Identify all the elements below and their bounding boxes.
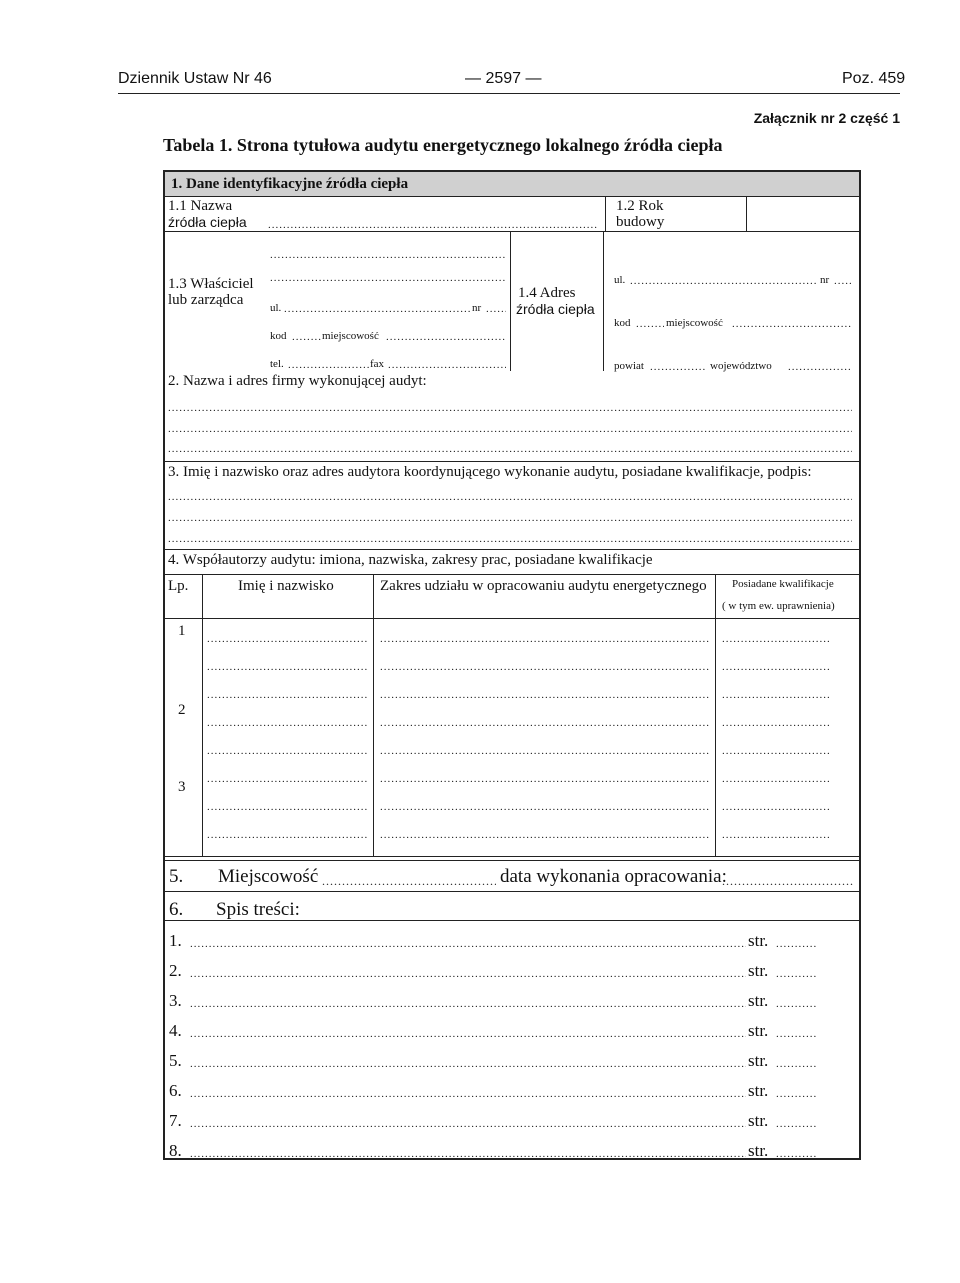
addr-powiat-label: powiat xyxy=(614,360,644,372)
coauthor-name-field[interactable] xyxy=(207,829,369,841)
toc-item-number: 3. xyxy=(169,991,182,1010)
owner-name-field-2[interactable] xyxy=(270,272,506,284)
place-field[interactable] xyxy=(322,874,496,889)
divider xyxy=(202,574,203,856)
toc-item-number: 1. xyxy=(169,931,182,950)
owner-name-field[interactable] xyxy=(270,249,506,261)
toc-heading: Spis treści: xyxy=(216,899,300,920)
coordinator-line-2[interactable] xyxy=(168,512,852,524)
addr-street-label: ul. xyxy=(614,274,626,286)
toc-str-label: str. xyxy=(748,1141,769,1160)
date-field[interactable] xyxy=(722,874,854,889)
owner-kod-field[interactable] xyxy=(292,331,322,343)
toc-item-title[interactable] xyxy=(190,968,746,980)
toc-page-field[interactable] xyxy=(776,938,818,950)
owner-nr-label: nr xyxy=(472,302,482,314)
coauthor-name-field[interactable] xyxy=(207,717,369,729)
owner-street-field[interactable] xyxy=(284,303,470,315)
row-lp-2: 2 xyxy=(178,702,186,718)
name-field[interactable] xyxy=(268,219,598,231)
coordinator-line-3[interactable] xyxy=(168,533,852,545)
owner-nr-field[interactable] xyxy=(486,303,506,315)
place-label: Miejscowość xyxy=(218,866,319,887)
coauthor-scope-field[interactable] xyxy=(380,773,710,785)
section-4-heading: 4. Współautorzy audytu: imiona, nazwiska, zakresy prac, posiadane kwalifikacje xyxy=(168,552,653,568)
divider xyxy=(165,461,859,462)
position-number: Poz. 459 xyxy=(842,70,906,87)
owner-city-label: miejscowość xyxy=(322,330,379,342)
toc-item-number: 7. xyxy=(169,1111,182,1130)
toc-page-field[interactable] xyxy=(776,1148,818,1160)
section-2-heading: 2. Nazwa i adres firmy wykonującej audyt: xyxy=(168,373,427,389)
coauthor-qual-field[interactable] xyxy=(722,689,830,701)
coauthor-qual-field[interactable] xyxy=(722,773,830,785)
toc-item-number: 6. xyxy=(169,1081,182,1100)
addr-nr-label: nr xyxy=(820,274,830,286)
col-qual-line1: Posiadane kwalifikacje xyxy=(732,578,834,590)
owner-street-label: ul. xyxy=(270,302,282,314)
toc-item-title[interactable] xyxy=(190,1058,746,1070)
header-rule xyxy=(118,93,900,94)
year-label-line2: budowy xyxy=(616,214,665,230)
name-label-line2: źródła ciepła xyxy=(168,214,247,230)
divider xyxy=(605,196,606,231)
row-lp-3: 3 xyxy=(178,779,186,795)
owner-fax-label: fax xyxy=(370,358,385,370)
coauthor-scope-field[interactable] xyxy=(380,829,710,841)
toc-page-field[interactable] xyxy=(776,998,818,1010)
toc-item-title[interactable] xyxy=(190,1118,746,1130)
addr-kod-label: kod xyxy=(614,317,631,329)
addr-kod-field[interactable] xyxy=(636,318,664,330)
divider xyxy=(373,574,374,856)
addr-woj-label: województwo xyxy=(710,360,772,372)
col-qual-line2: ( w tym ew. uprawnienia) xyxy=(722,600,835,612)
coauthor-qual-field[interactable] xyxy=(722,661,830,673)
coauthor-scope-field[interactable] xyxy=(380,689,710,701)
divider xyxy=(165,231,859,232)
coauthor-scope-field[interactable] xyxy=(380,745,710,757)
owner-label-line1: 1.3 Właściciel xyxy=(168,276,254,292)
addr-city-label: miejscowość xyxy=(666,317,723,329)
col-lp: Lp. xyxy=(168,578,189,594)
owner-tel-field[interactable] xyxy=(288,359,370,371)
divider xyxy=(165,891,859,892)
toc-item-title[interactable] xyxy=(190,1148,746,1160)
date-label: data wykonania opracowania: xyxy=(500,866,727,887)
address-label-line1: 1.4 Adres xyxy=(518,285,576,301)
auditor-firm-line-2[interactable] xyxy=(168,423,852,435)
col-name: Imię i nazwisko xyxy=(238,578,334,594)
divider xyxy=(746,196,747,231)
toc-str-label: str. xyxy=(748,1021,769,1040)
owner-kod-label: kod xyxy=(270,330,287,342)
section-5-number: 5. xyxy=(169,866,184,887)
divider xyxy=(165,856,859,857)
divider xyxy=(165,549,859,550)
toc-str-label: str. xyxy=(748,991,769,1010)
toc-page-field[interactable] xyxy=(776,1118,818,1130)
toc-item-title[interactable] xyxy=(190,998,746,1010)
journal-title: Dziennik Ustaw Nr 46 xyxy=(118,70,272,87)
divider xyxy=(165,860,859,861)
toc-item-number: 4. xyxy=(169,1021,182,1040)
toc-page-field[interactable] xyxy=(776,1028,818,1040)
divider xyxy=(510,231,511,371)
coauthor-name-field[interactable] xyxy=(207,773,369,785)
addr-powiat-field[interactable] xyxy=(650,361,706,373)
owner-city-field[interactable] xyxy=(386,331,506,343)
coauthor-qual-field[interactable] xyxy=(722,829,830,841)
toc-item-title[interactable] xyxy=(190,938,746,950)
toc-str-label: str. xyxy=(748,1081,769,1100)
coauthor-name-field[interactable] xyxy=(207,633,369,645)
annex-label: Załącznik nr 2 część 1 xyxy=(753,110,900,126)
auditor-firm-line-3[interactable] xyxy=(168,443,852,455)
coauthor-scope-field[interactable] xyxy=(380,801,710,813)
addr-street-field[interactable] xyxy=(630,275,818,287)
section-3-heading: 3. Imię i nazwisko oraz adres audytora koordynującego wykonanie audytu, posiadane kwalifikacje, podpis: xyxy=(168,464,812,480)
coauthor-scope-field[interactable] xyxy=(380,633,710,645)
auditor-firm-line-1[interactable] xyxy=(168,402,852,414)
toc-item-number: 8. xyxy=(169,1141,182,1160)
page-number: — 2597 — xyxy=(465,70,542,87)
coauthor-name-field[interactable] xyxy=(207,689,369,701)
col-scope: Zakres udziału w opracowaniu audytu energetycznego xyxy=(380,578,707,594)
toc-item-number: 5. xyxy=(169,1051,182,1070)
coauthor-scope-field[interactable] xyxy=(380,717,710,729)
toc-item-title[interactable] xyxy=(190,1028,746,1040)
coauthor-qual-field[interactable] xyxy=(722,633,830,645)
toc-str-label: str. xyxy=(748,961,769,980)
owner-label-line2: lub zarządca xyxy=(168,292,244,308)
toc-item-title[interactable] xyxy=(190,1088,746,1100)
toc-page-field[interactable] xyxy=(776,1088,818,1100)
divider xyxy=(165,920,859,921)
coauthor-qual-field[interactable] xyxy=(722,717,830,729)
name-label-line1: 1.1 Nazwa xyxy=(168,198,233,214)
divider xyxy=(165,196,859,197)
toc-page-field[interactable] xyxy=(776,968,818,980)
coauthor-qual-field[interactable] xyxy=(722,745,830,757)
coauthor-name-field[interactable] xyxy=(207,801,369,813)
year-field[interactable] xyxy=(748,198,857,229)
address-label-line2: źródła ciepła xyxy=(516,301,595,317)
toc-page-field[interactable] xyxy=(776,1058,818,1070)
coauthor-name-field[interactable] xyxy=(207,661,369,673)
section-6-number: 6. xyxy=(169,899,184,920)
toc-str-label: str. xyxy=(748,1111,769,1130)
toc-item-number: 2. xyxy=(169,961,182,980)
table-title: Tabela 1. Strona tytułowa audytu energetycznego lokalnego źródła ciepła xyxy=(163,135,723,155)
toc-str-label: str. xyxy=(748,931,769,950)
coauthor-name-field[interactable] xyxy=(207,745,369,757)
addr-city-field[interactable] xyxy=(732,318,852,330)
toc-str-label: str. xyxy=(748,1051,769,1070)
owner-tel-label: tel. xyxy=(270,358,284,370)
divider xyxy=(603,231,604,371)
row-lp-1: 1 xyxy=(178,623,186,639)
divider xyxy=(165,574,859,575)
addr-nr-field[interactable] xyxy=(834,275,852,287)
divider xyxy=(165,618,859,619)
coauthor-qual-field[interactable] xyxy=(722,801,830,813)
owner-fax-field[interactable] xyxy=(388,359,506,371)
addr-woj-field[interactable] xyxy=(788,361,852,373)
year-label-line1: 1.2 Rok xyxy=(616,198,664,214)
coordinator-line-1[interactable] xyxy=(168,491,852,503)
coauthor-scope-field[interactable] xyxy=(380,661,710,673)
divider xyxy=(715,574,716,856)
section-1-heading: 1. Dane identyfikacyjne źródła ciepła xyxy=(165,172,859,196)
